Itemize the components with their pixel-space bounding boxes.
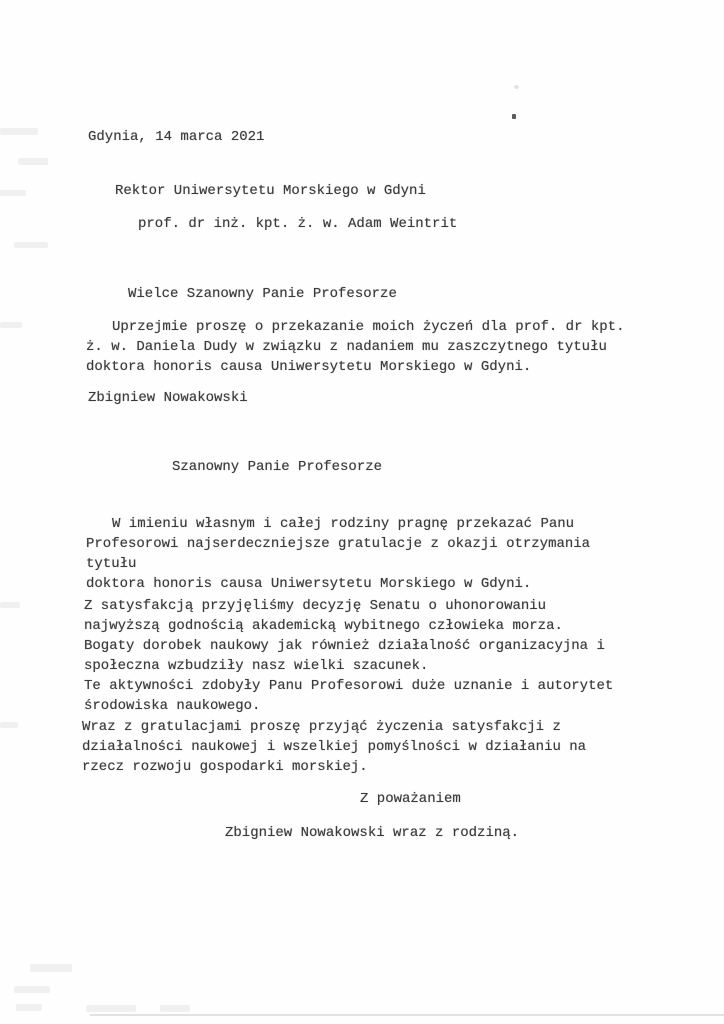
scan-edge-line: [90, 1014, 724, 1016]
text-line: doktora honoris causa Uniwersytetu Morskiego w Gdyni.: [86, 359, 532, 375]
forward-note-salutation: Wielce Szanowny Panie Profesorze: [128, 286, 397, 302]
scan-smudge: [18, 158, 48, 165]
forwarder-signature: Zbigniew Nowakowski: [88, 390, 248, 406]
scan-smudge: [0, 602, 20, 608]
text-line: ż. w. Daniela Dudy w związku z nadaniem mu zaszczytnego tytułu: [86, 339, 607, 355]
signature: Zbigniew Nowakowski wraz z rodziną.: [225, 825, 520, 841]
text-line: tytułu: [86, 556, 137, 572]
scan-smudge: [14, 242, 48, 248]
scan-smudge: [16, 1004, 42, 1011]
text-line: doktora honoris causa Uniwersytetu Morskiego w Gdyni.: [86, 576, 532, 592]
text-line: W imieniu własnym i całej rodziny pragnę przekazać Panu: [112, 516, 575, 532]
scan-smudge: [0, 322, 22, 328]
text-line: Z satysfakcją przyjęliśmy decyzję Senatu o uhonorowaniu: [84, 598, 547, 614]
text-line: społeczna wzbudziły nasz wielki szacunek.: [84, 658, 429, 674]
dateline: Gdynia, 14 marca 2021: [88, 129, 265, 145]
text-line: Bogaty dorobek naukowy jak również działalność organizacyjna i: [84, 638, 605, 654]
recipient-title: Rektor Uniwersytetu Morskiego w Gdyni: [115, 183, 426, 199]
paragraph-wishes: [82, 717, 586, 777]
scan-smudge: [86, 1005, 136, 1012]
recipient-name: prof. dr inż. kpt. ż. w. Adam Weintrit: [138, 216, 458, 232]
scan-smudge: [160, 1005, 190, 1012]
scan-smudge: [30, 964, 72, 972]
forward-note-body: [86, 317, 624, 377]
text-line: rzecz rozwoju gospodarki morskiej.: [82, 759, 368, 775]
scan-smudge: [0, 190, 26, 196]
scan-speck: [512, 114, 516, 119]
text-line: działalności naukowej i wszelkiej pomyślności w działaniu na: [82, 739, 587, 755]
scan-smudge: [0, 128, 38, 135]
scan-smudge: [0, 722, 18, 728]
text-line: Wraz z gratulacjami proszę przyjąć życzenia satysfakcji z: [82, 719, 561, 735]
closing: Z poważaniem: [360, 791, 461, 807]
paragraph-congratulations: [86, 514, 590, 594]
text-line: Uprzejmie proszę o przekazanie moich życzeń dla prof. dr kpt.: [112, 319, 625, 335]
main-salutation: Szanowny Panie Profesorze: [172, 459, 383, 475]
scan-smudge: [14, 986, 50, 993]
text-line: Te aktywności zdobyły Panu Profesorowi duże uznanie i autorytet: [84, 678, 614, 694]
text-line: najwyższą godnością akademicką wybitnego człowieka morza.: [84, 618, 563, 634]
text-line: Profesorowi najserdeczniejsze gratulacje z okazji otrzymania: [86, 536, 591, 552]
paragraph-senate: [84, 596, 613, 716]
text-line: środowiska naukowego.: [84, 698, 261, 714]
scan-speck: [514, 85, 519, 89]
